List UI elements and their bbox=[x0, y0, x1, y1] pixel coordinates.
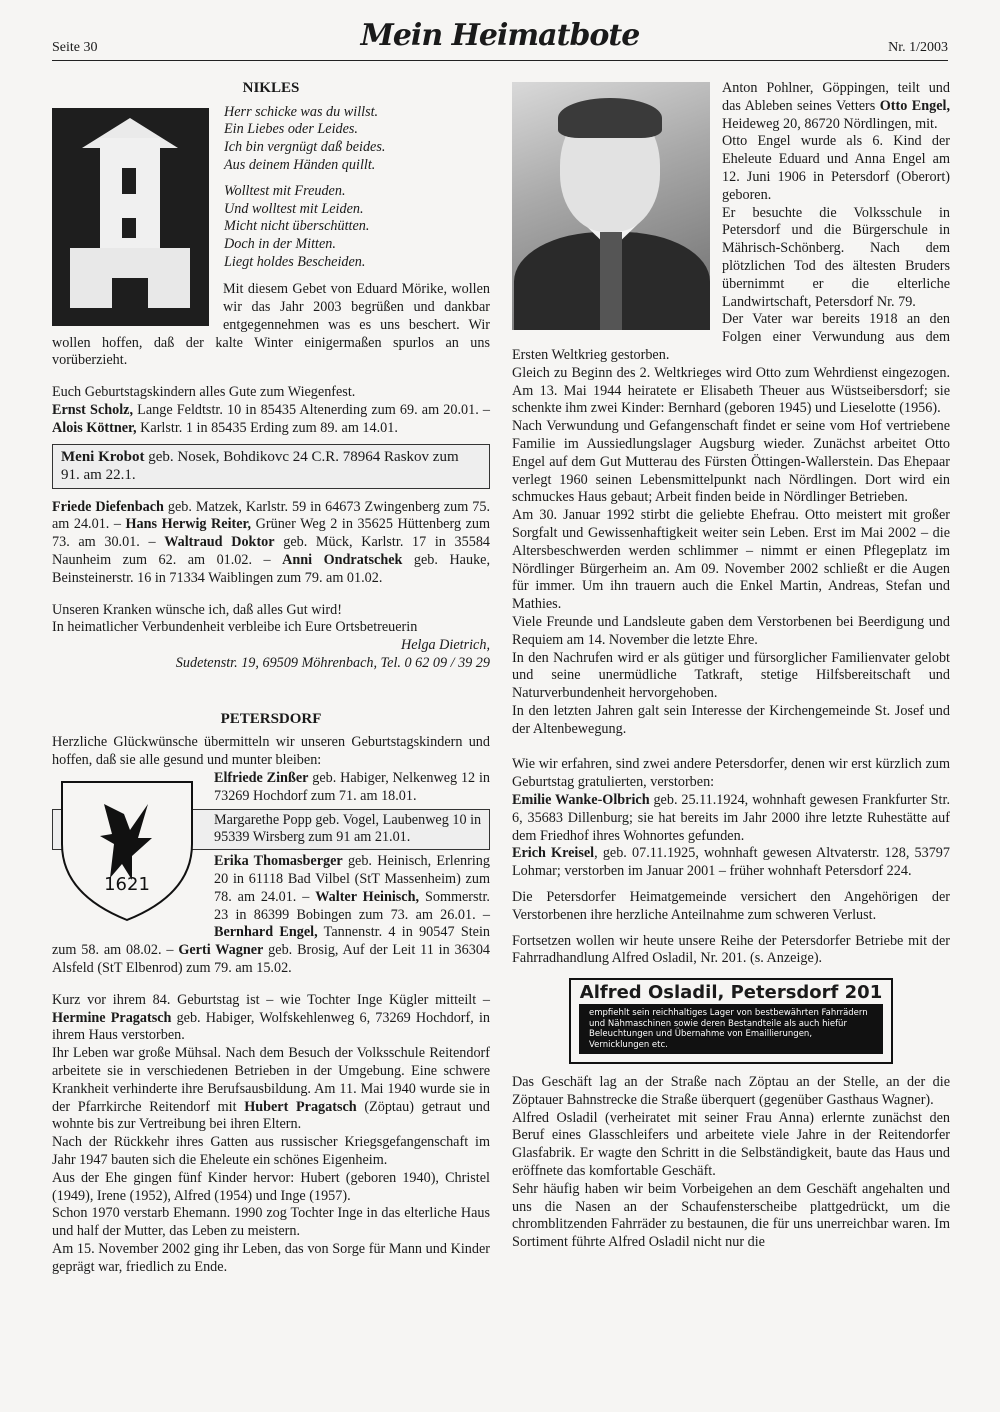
birthday-intro: Euch Geburtstagskindern alles Gute zum Wiegenfest. bbox=[52, 384, 356, 401]
engel-para: Der Vater war bereits 1918 an den Folgen einer Verwundung aus dem Ersten Weltkrieg gestorben. bbox=[512, 311, 950, 363]
obituary-para: Schon 1970 verstarb Ehemann. 1990 zog Tochter Inge in das elterliche Haus und half der Mutter, das Leben zu meistern. bbox=[52, 1205, 490, 1240]
svg-text:1621: 1621 bbox=[104, 874, 150, 896]
obituary-para: Am 15. November 2002 ging ihr Leben, das von Sorge für Mann und Kinder geprägt war, friedlich zu Ende. bbox=[52, 1241, 490, 1275]
ad-body: empfiehlt sein reichhaltiges Lager von bestbewährten Fahrrädern und Nähmaschinen sowie deren Bestandteile als auch hiefür Beleuchtungen und Übernahme von Emaillierungen, Vernicklungen etc. bbox=[579, 1004, 883, 1054]
signature-address: Sudetenstr. 19, 69509 Möhrenbach, Tel. 0 62 09 / 39 29 bbox=[175, 654, 490, 671]
engel-para: Gleich zu Beginn des 2. Weltkrieges wird Otto zum Wehrdienst eingezogen. Am 13. Mai 1944 heiratete er Elisabeth Theuer aus Wüstseibersdorf; sie schenkte ihm zwei Kinder: Bernhard (geboren 1945) und Lieselotte (1956). bbox=[512, 364, 950, 417]
signature-name: Helga Dietrich, bbox=[400, 637, 490, 654]
poem-line: Doch in der Mitten. bbox=[224, 235, 336, 252]
page-number: Seite 30 bbox=[52, 40, 98, 55]
poem-line: Micht nicht überschütten. bbox=[224, 218, 370, 235]
poem-line: Herr schicke was du willst. bbox=[224, 103, 379, 120]
issue-number: Nr. 1/2003 bbox=[888, 40, 948, 55]
engel-para: Otto Engel wurde als 6. Kind der Eheleute Eduard und Anna Engel am 12. Juni 1906 in Petersdorf (Oberort) geboren. bbox=[722, 133, 950, 203]
engel-para: Er besuchte die Volksschule in Petersdorf und die Bürgerschule in Mährisch-Schönberg. Nach dem plötzlichen Tod des ältesten Bruders übernimmt er die elterliche Landwirtschaft, Petersdorf Nr. 79. bbox=[722, 204, 950, 310]
petersdorf-heading: PETERSDORF bbox=[220, 710, 322, 727]
poem-line: Ich bin vergnügt daß beides. bbox=[224, 138, 386, 155]
nikles-heading: NIKLES bbox=[242, 80, 300, 96]
obituary-pragatsch: Kurz vor ihrem 84. Geburtstag ist – wie Tochter Inge Kügler mitteilt – Hermine Pragatsch geb. Habiger, Wolfskehlenweg 6, 73269 Hochdorf, in ihrem Haus verstorben. bbox=[52, 991, 490, 1044]
engel-para: In den Nachrufen wird er als gütiger und fürsorglicher Familienvater gelobt und seine unermüdliche Tatkraft, stetige Hilfsbereitschaft und Naturverbundenheit hervorgehoben. bbox=[512, 649, 950, 702]
left-column bbox=[52, 80, 490, 1277]
petersdorf-crest-icon bbox=[52, 774, 202, 924]
obituary-para: Aus der Ehe gingen fünf Kinder hervor: Hubert (geboren 1940), Christel (1949), Irene (1952), Alfred (1954) und Inge (1957). bbox=[52, 1169, 490, 1204]
poem-line: Ein Liebes oder Leides. bbox=[224, 121, 358, 138]
sick-wishes: Unseren Kranken wünsche ich, daß alles Gut wird! bbox=[52, 601, 342, 618]
nikles-intro: Mit diesem Gebet von Eduard Mörike, wollen wir das Jahr 2003 begrüßen und dankbar entgegennehmen was es uns beschert. Wir wollen hoffen, daß der kalte Winter einigermaßen spurlos an uns vorüberzieht. bbox=[52, 281, 490, 369]
engel-para: In den letzten Jahren galt sein Interesse der Kirchengemeinde St. Josef und der Altenbewegung. bbox=[512, 702, 950, 737]
poem-line: Aus deinem Händen quillt. bbox=[224, 156, 376, 173]
shop-para: Sehr häufig haben wir beim Vorbeigehen an dem Geschäft angehalten und uns die Nasen an der Schaufensterscheibe plattgedrückt, um die chromblitzenden Fahrräder zu bestaunen, die für uns unerreichbar waren. Im Sortiment führte Alfred Osladil nicht nur die bbox=[512, 1180, 950, 1251]
birthday-list-2: Friede Diefenbach geb. Matzek, Karlstr. 59 in 64673 Zwingenberg zum 75. am 24.01. – Hans Herwig Reiter, Grüner Weg 2 in 35625 Hüttenberg zum 73. am 30.01. – Waltraud Doktor geb. Mück, Karlstr. 17 in 35584 Naunheim zum 62. am 01.02. – Anni Ondratschek geb. Hauke, Beinsteinerstr. 16 in 71334 Waiblingen zum 79. am 01.02. bbox=[52, 498, 491, 586]
boxed-birthday: Meni Krobot geb. Nosek, Bohdikovc 24 C.R. 78964 Raskov zum 91. am 22.1. bbox=[52, 444, 490, 489]
poem-line: Liegt holdes Bescheiden. bbox=[224, 253, 366, 270]
petersdorf-bday-2: Erika Thomasberger geb. Heinisch, Erlenring 20 in 61118 Bad Vilbel (StT Massenheim) zum 78. am 24.01. – Walter Heinisch, Sommerstr. 23 in 86399 Bobingen zum 73. am 26.01. – Bernhard Engel, Tannenstr. 4 in 90547 Stein zum 58. am 08.02. – Gerti Wagner geb. Brosig, Auf der Leit 11 in 36304 Alsfeld (StT Elbenrod) zum 79. am 15.02. bbox=[52, 853, 491, 977]
closing-line: In heimatlicher Verbundenheit verbleibe ich Eure Ortsbetreuerin bbox=[52, 619, 418, 636]
condolence: Die Petersdorfer Heimatgemeinde versichert den Angehörigen der Verstorbenen ihre herzliche Anteilnahme zum schweren Verlust. bbox=[512, 889, 950, 923]
death-kreisel: Erich Kreisel, geb. 07.11.1925, wohnhaft gewesen Altvaterstr. 128, 53797 Lohmar; verstorben im Januar 2001 – früher wohnhaft Petersdorf 224. bbox=[512, 845, 950, 880]
petersdorf-intro: Herzliche Glückwünsche übermitteln wir unseren Geburtstagskindern und hoffen, daß sie alle gesund und munter bleiben: bbox=[52, 734, 490, 769]
right-column bbox=[512, 80, 950, 1252]
church-tower-image bbox=[52, 108, 209, 326]
obituary-para: Ihr Leben war große Mühsal. Nach dem Besuch der Volksschule Reitendorf arbeitete sie in verschiedenen Betrieben in der Umgebung. Eine schwere Krankheit verhinderte ihre Berufsausbildung. Am 11. Mai 1940 wurde sie in der Pfarrkirche Reitendorf mit Hubert Pragatsch (Zöptau) getraut und wohnte bis zur Vertreibung bei ihren Eltern. bbox=[52, 1045, 490, 1133]
petersdorf-bday-1: Elfriede Zinßer geb. Habiger, Nelkenweg 12 in 73269 Hochdorf zum 71. am 18.01. bbox=[214, 770, 490, 804]
shop-para: Alfred Osladil (verheiratet mit seiner Frau Anna) erlernte zunächst den Beruf eines Glasschleifers und arbeitete viele Jahre in der Reitendorfer Glasfabrik. Er wagte den Schritt in die Selbständigkeit, baute das Haus und eröffnete das komfortable Geschäft. bbox=[512, 1109, 950, 1180]
obituary-para: Nach der Rückkehr ihres Gatten aus russischer Kriegsgefangenschaft im Jahr 1947 bauten sich die Eheleute ein schönes Eigenheim. bbox=[52, 1134, 490, 1169]
masthead-title: Mein Heimatbote bbox=[360, 18, 640, 53]
deaths-intro: Wie wir erfahren, sind zwei andere Petersdorfer, denen wir erst kürzlich zum Geburtstag gratulierten, verstorben: bbox=[512, 756, 950, 791]
ad-title: Alfred Osladil, Petersdorf 201 bbox=[579, 982, 883, 1004]
header-rule bbox=[52, 60, 948, 61]
petersdorf-boxed-bday: Margarethe Popp geb. Vogel, Laubenweg 10 in 95339 Wirsberg zum 91 am 21.01. bbox=[52, 809, 490, 851]
otto-engel-portrait bbox=[512, 82, 710, 330]
poem bbox=[224, 104, 490, 271]
poem-line: Und wolltest mit Leiden. bbox=[224, 200, 364, 217]
engel-para: Viele Freunde und Landsleute gaben dem Verstorbenen bei Beerdigung und Requiem am 14. November die letzte Ehre. bbox=[512, 613, 950, 648]
engel-para: Am 30. Januar 1992 stirbt die geliebte Ehefrau. Otto meistert mit großer Sorgfalt und Gewissenhaftigkeit weiter sein Leben. Erst im Mai 2002 – die Altersbeschwerden werden schlimmer – nimmt er einen Pflegeplatz im Nördlinger Bürgerheim an. Am 09. November 2002 schließt er die Augen für immer. Um ihn trauern auch die Enkel Martin, Andreas, Stefan und Mathies. bbox=[512, 507, 950, 613]
osladil-advertisement bbox=[569, 978, 893, 1064]
death-wanke-olbrich: Emilie Wanke-Olbrich geb. 25.11.1924, wohnhaft gewesen Frankfurter Str. 6, 35683 Dillenburg; sie hat bereits im Jahr 2000 ihre letzte Ruhestätte auf dem Friedhof ihres Wohnortes gefunden. bbox=[512, 792, 950, 844]
business-series-intro: Fortsetzen wollen wir heute unsere Reihe der Petersdorfer Betriebe mit der Fahrradhandlung Alfred Osladil, Nr. 201. (s. Anzeige). bbox=[512, 932, 950, 967]
poem-line: Wolltest mit Freuden. bbox=[224, 183, 346, 200]
birthday-list-1: Ernst Scholz, Lange Feldtstr. 10 in 85435 Altenerding zum 69. am 20.01. – Alois Köttner, Karlstr. 1 in 85435 Erding zum 89. am 14.01. bbox=[52, 401, 490, 436]
shop-para: Das Geschäft lag an der Straße nach Zöptau an der Stelle, an der die Zöptauer Bahnstrecke die Straße überquert (gegenüber Gasthaus Wagner). bbox=[512, 1074, 950, 1108]
engel-para: Nach Verwundung und Gefangenschaft findet er seine vom Hof vertriebene Familie im Aussiedlungslager Augsburg wieder. Zunächst arbeitet Otto Engel auf dem Gut Mutterau des Fürsten Öttingen-Wallerstein. Das Ehepaar verlegt 1960 seinen Lebensmittelpunkt nach Nördlingen. Dort wird ein schmuckes Haus gebaut; Arbeit finden beide in Nördlinger Betrieben. bbox=[512, 418, 950, 506]
engel-intro: Anton Pohlner, Göppingen, teilt und das Ableben seines Vetters Otto Engel, Heideweg 20, 86720 Nördlingen, mit. bbox=[722, 80, 950, 132]
